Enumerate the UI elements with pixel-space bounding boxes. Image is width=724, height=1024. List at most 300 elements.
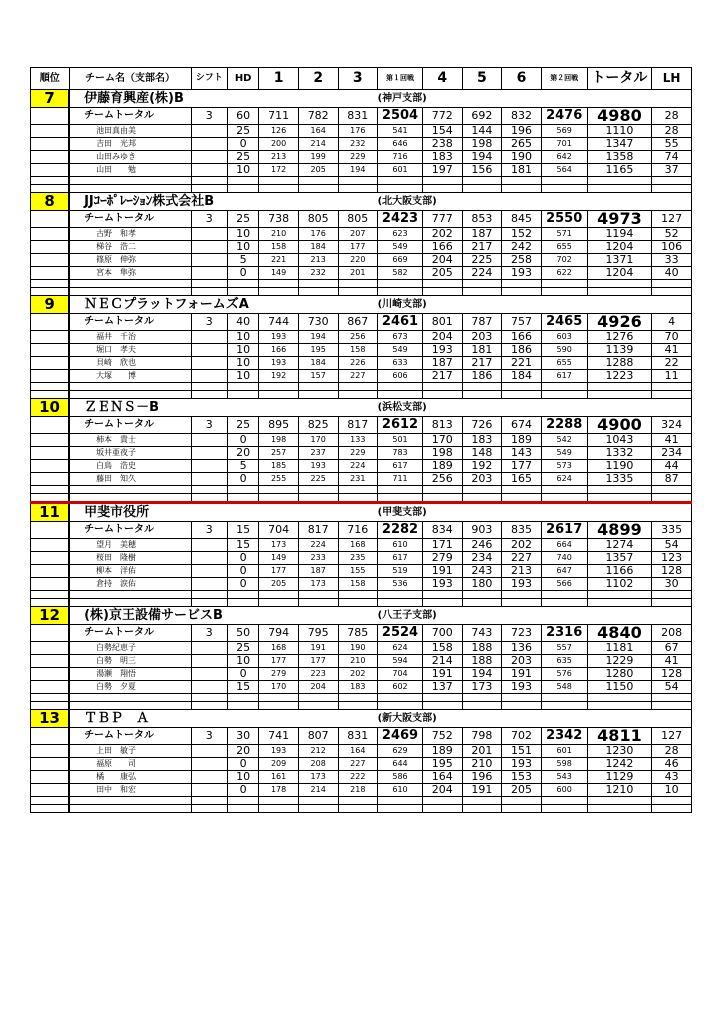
empty-cell — [587, 288, 652, 296]
empty-cell — [228, 694, 259, 702]
member-shift — [191, 642, 227, 655]
total-g6: 757 — [502, 314, 542, 331]
header-game6: 6 — [502, 68, 542, 90]
member-total: 1371 — [587, 254, 652, 267]
empty-cell — [422, 486, 462, 494]
member-hd: 10 — [228, 164, 259, 177]
member-total: 1242 — [587, 758, 652, 771]
member-hd: 10 — [228, 357, 259, 370]
total-lh: 335 — [652, 522, 692, 539]
empty-cell — [462, 288, 502, 296]
member-name: 吉田 光邦 — [69, 138, 191, 151]
empty-cell — [652, 591, 692, 599]
member-g2: 214 — [298, 784, 338, 797]
member-round2: 664 — [541, 539, 587, 552]
total-shift: 3 — [191, 108, 227, 125]
team-rank: 12 — [31, 607, 70, 625]
total-g5: 743 — [462, 625, 502, 642]
member-g4: 191 — [422, 565, 462, 578]
empty-cell — [541, 280, 587, 288]
total-g6: 702 — [502, 728, 542, 745]
member-round2: 622 — [541, 267, 587, 280]
team-name: ＴＢＰ Ａ — [69, 710, 378, 728]
empty-cell — [541, 383, 587, 391]
member-lh: 40 — [652, 267, 692, 280]
total-g4: 801 — [422, 314, 462, 331]
member-hd: 0 — [228, 578, 259, 591]
member-g3: 222 — [338, 771, 378, 784]
member-row — [31, 138, 692, 151]
member-lh: 106 — [652, 241, 692, 254]
empty-cell — [652, 280, 692, 288]
member-total: 1139 — [587, 344, 652, 357]
empty-cell — [587, 702, 652, 710]
empty-cell — [378, 591, 423, 599]
member-g6: 193 — [502, 758, 542, 771]
empty-cell — [652, 797, 692, 805]
rank-cell-empty — [31, 694, 70, 702]
empty-cell — [652, 494, 692, 503]
blank-row — [31, 177, 692, 185]
member-round2: 571 — [541, 228, 587, 241]
rank-cell-empty — [31, 565, 70, 578]
header-shift: シフト — [191, 68, 227, 90]
empty-cell — [462, 591, 502, 599]
total-g2: 817 — [298, 522, 338, 539]
empty-cell — [228, 391, 259, 399]
member-g3: 229 — [338, 447, 378, 460]
total-g3: 831 — [338, 108, 378, 125]
blank-row — [31, 591, 692, 599]
empty-cell — [652, 805, 692, 813]
member-name: 福井 千治 — [69, 331, 191, 344]
member-lh: 41 — [652, 344, 692, 357]
member-round1: 501 — [378, 434, 423, 447]
empty-cell — [69, 494, 191, 503]
rank-cell-empty — [31, 344, 70, 357]
empty-cell — [191, 702, 227, 710]
empty-cell — [191, 797, 227, 805]
empty-cell — [462, 494, 502, 503]
member-g2: 194 — [298, 331, 338, 344]
member-g6: 152 — [502, 228, 542, 241]
empty-cell — [298, 591, 338, 599]
member-g1: 149 — [259, 552, 299, 565]
total-g4: 777 — [422, 211, 462, 228]
header-game3: 3 — [338, 68, 378, 90]
member-row — [31, 228, 692, 241]
member-total: 1165 — [587, 164, 652, 177]
member-name: 堀口 孝夫 — [69, 344, 191, 357]
empty-cell — [69, 702, 191, 710]
member-name: 福原 司 — [69, 758, 191, 771]
member-lh: 67 — [652, 642, 692, 655]
rank-cell-empty — [31, 211, 70, 228]
member-g6: 202 — [502, 539, 542, 552]
rank-cell-empty — [31, 745, 70, 758]
member-name: 池田真由美 — [69, 125, 191, 138]
member-row — [31, 578, 692, 591]
total-g1: 744 — [259, 314, 299, 331]
member-hd: 0 — [228, 552, 259, 565]
member-round2: 543 — [541, 771, 587, 784]
member-g2: 157 — [298, 370, 338, 383]
total-g4: 834 — [422, 522, 462, 539]
member-g4: 191 — [422, 668, 462, 681]
member-g4: 171 — [422, 539, 462, 552]
member-name: 橘 康弘 — [69, 771, 191, 784]
member-g6: 213 — [502, 565, 542, 578]
member-g1: 221 — [259, 254, 299, 267]
member-row — [31, 370, 692, 383]
empty-cell — [462, 185, 502, 193]
member-row — [31, 241, 692, 254]
member-g1: 166 — [259, 344, 299, 357]
total-g2: 825 — [298, 417, 338, 434]
member-hd: 5 — [228, 460, 259, 473]
total-g6: 723 — [502, 625, 542, 642]
member-name: 白勢 明三 — [69, 655, 191, 668]
member-g5: 224 — [462, 267, 502, 280]
empty-cell — [502, 177, 542, 185]
member-g5: 181 — [462, 344, 502, 357]
member-shift — [191, 565, 227, 578]
member-shift — [191, 758, 227, 771]
empty-cell — [587, 177, 652, 185]
total-g6: 832 — [502, 108, 542, 125]
member-shift — [191, 655, 227, 668]
member-g5: 225 — [462, 254, 502, 267]
empty-cell — [378, 185, 423, 193]
total-shift: 3 — [191, 211, 227, 228]
member-lh: 22 — [652, 357, 692, 370]
member-g4: 183 — [422, 151, 462, 164]
total-lh: 208 — [652, 625, 692, 642]
empty-cell — [228, 280, 259, 288]
member-name: 山田みゆき — [69, 151, 191, 164]
member-g2: 224 — [298, 539, 338, 552]
empty-cell — [422, 391, 462, 399]
member-g2: 176 — [298, 228, 338, 241]
member-g1: 210 — [259, 228, 299, 241]
member-name: 倉持 涙佑 — [69, 578, 191, 591]
total-hd: 15 — [228, 522, 259, 539]
member-lh: 46 — [652, 758, 692, 771]
team-total-row — [31, 728, 692, 745]
team-total-label: チームトータル — [69, 314, 191, 331]
empty-cell — [298, 177, 338, 185]
total-g2: 730 — [298, 314, 338, 331]
rank-cell-empty — [31, 434, 70, 447]
empty-cell — [191, 494, 227, 503]
empty-cell — [422, 599, 462, 607]
empty-cell — [587, 280, 652, 288]
total-g3: 785 — [338, 625, 378, 642]
member-round1: 704 — [378, 668, 423, 681]
member-g6: 221 — [502, 357, 542, 370]
member-g5: 183 — [462, 434, 502, 447]
empty-cell — [191, 486, 227, 494]
member-g2: 212 — [298, 745, 338, 758]
member-g5: 186 — [462, 370, 502, 383]
empty-cell — [228, 805, 259, 813]
empty-cell — [541, 177, 587, 185]
member-row — [31, 447, 692, 460]
empty-cell — [652, 486, 692, 494]
empty-cell — [652, 185, 692, 193]
team-branch: (甲斐支部) — [378, 503, 692, 522]
member-shift — [191, 241, 227, 254]
member-g5: 217 — [462, 241, 502, 254]
member-round1: 610 — [378, 539, 423, 552]
empty-cell — [338, 805, 378, 813]
empty-cell — [422, 805, 462, 813]
member-hd: 20 — [228, 447, 259, 460]
total-g5: 798 — [462, 728, 502, 745]
member-g2: 193 — [298, 460, 338, 473]
empty-cell — [378, 805, 423, 813]
member-lh: 54 — [652, 681, 692, 694]
member-g6: 227 — [502, 552, 542, 565]
empty-cell — [191, 591, 227, 599]
rank-cell-empty — [31, 447, 70, 460]
member-g5: 198 — [462, 138, 502, 151]
member-g2: 173 — [298, 771, 338, 784]
member-round2: 702 — [541, 254, 587, 267]
member-row — [31, 151, 692, 164]
member-g4: 170 — [422, 434, 462, 447]
member-round2: 624 — [541, 473, 587, 486]
member-name: 山田 勉 — [69, 164, 191, 177]
member-round2: 566 — [541, 578, 587, 591]
member-g4: 214 — [422, 655, 462, 668]
member-round2: 542 — [541, 434, 587, 447]
rank-cell-empty — [31, 655, 70, 668]
empty-cell — [69, 599, 191, 607]
member-g5: 201 — [462, 745, 502, 758]
header-round2: 第２回戦 — [541, 68, 587, 90]
member-g5: 217 — [462, 357, 502, 370]
total-total: 4980 — [587, 108, 652, 125]
rank-cell-empty — [31, 241, 70, 254]
member-hd: 0 — [228, 434, 259, 447]
member-name: 篠原 伸弥 — [69, 254, 191, 267]
empty-cell — [462, 280, 502, 288]
total-shift: 3 — [191, 522, 227, 539]
member-hd: 0 — [228, 267, 259, 280]
rank-cell-empty — [31, 417, 70, 434]
member-round2: 548 — [541, 681, 587, 694]
member-g5: 156 — [462, 164, 502, 177]
empty-cell — [259, 177, 299, 185]
empty-cell — [462, 797, 502, 805]
member-g4: 154 — [422, 125, 462, 138]
empty-cell — [338, 383, 378, 391]
member-total: 1332 — [587, 447, 652, 460]
member-g1: 209 — [259, 758, 299, 771]
member-lh: 128 — [652, 565, 692, 578]
empty-cell — [502, 805, 542, 813]
empty-cell — [587, 486, 652, 494]
blank-row — [31, 288, 692, 296]
member-g2: 187 — [298, 565, 338, 578]
team-header-row — [31, 607, 692, 625]
member-shift — [191, 151, 227, 164]
blank-row — [31, 486, 692, 494]
total-hd: 40 — [228, 314, 259, 331]
member-total: 1280 — [587, 668, 652, 681]
member-total: 1043 — [587, 434, 652, 447]
empty-cell — [69, 177, 191, 185]
member-name: 湯瀬 翔悟 — [69, 668, 191, 681]
member-g1: 198 — [259, 434, 299, 447]
empty-cell — [422, 694, 462, 702]
member-lh: 87 — [652, 473, 692, 486]
empty-cell — [259, 702, 299, 710]
total-lh: 127 — [652, 728, 692, 745]
header-row — [31, 68, 692, 90]
blank-row — [31, 599, 692, 607]
total-shift: 3 — [191, 625, 227, 642]
member-g1: 279 — [259, 668, 299, 681]
member-g3: 164 — [338, 745, 378, 758]
rank-cell-empty — [31, 599, 70, 607]
member-round2: 564 — [541, 164, 587, 177]
member-g3: 256 — [338, 331, 378, 344]
member-row — [31, 642, 692, 655]
empty-cell — [422, 177, 462, 185]
empty-cell — [338, 288, 378, 296]
member-g5: 148 — [462, 447, 502, 460]
empty-cell — [69, 185, 191, 193]
member-g3: 235 — [338, 552, 378, 565]
member-row — [31, 164, 692, 177]
rank-cell-empty — [31, 228, 70, 241]
member-g1: 173 — [259, 539, 299, 552]
member-hd: 15 — [228, 539, 259, 552]
member-row — [31, 434, 692, 447]
member-hd: 20 — [228, 745, 259, 758]
empty-cell — [422, 591, 462, 599]
empty-cell — [587, 599, 652, 607]
total-g1: 794 — [259, 625, 299, 642]
total-g5: 903 — [462, 522, 502, 539]
team-header-row — [31, 193, 692, 211]
member-g4: 195 — [422, 758, 462, 771]
member-g5: 203 — [462, 473, 502, 486]
member-g4: 198 — [422, 447, 462, 460]
team-name: JJｺｰﾎﾟﾚｰｼｮﾝ株式会社B — [69, 193, 378, 211]
member-round1: 541 — [378, 125, 423, 138]
member-g2: 170 — [298, 434, 338, 447]
rank-cell-empty — [31, 578, 70, 591]
member-hd: 0 — [228, 565, 259, 578]
team-branch: (北大阪支部) — [378, 193, 692, 211]
member-round1: 716 — [378, 151, 423, 164]
total-g6: 835 — [502, 522, 542, 539]
member-g4: 204 — [422, 254, 462, 267]
member-g3: 231 — [338, 473, 378, 486]
empty-cell — [228, 599, 259, 607]
empty-cell — [378, 280, 423, 288]
total-total: 4811 — [587, 728, 652, 745]
empty-cell — [502, 494, 542, 503]
empty-cell — [462, 702, 502, 710]
total-g5: 692 — [462, 108, 502, 125]
member-g4: 256 — [422, 473, 462, 486]
total-lh: 28 — [652, 108, 692, 125]
blank-row — [31, 694, 692, 702]
empty-cell — [69, 591, 191, 599]
empty-cell — [462, 391, 502, 399]
member-shift — [191, 434, 227, 447]
blank-row — [31, 185, 692, 193]
team-name: ＮＥＣプラットフォームズA — [69, 296, 378, 314]
member-round2: 601 — [541, 745, 587, 758]
rank-cell-empty — [31, 370, 70, 383]
member-hd: 0 — [228, 473, 259, 486]
member-total: 1229 — [587, 655, 652, 668]
empty-cell — [587, 591, 652, 599]
team-total-row — [31, 522, 692, 539]
member-g1: 177 — [259, 565, 299, 578]
member-g6: 153 — [502, 771, 542, 784]
empty-cell — [259, 494, 299, 503]
total-g1: 895 — [259, 417, 299, 434]
team-branch: (浜松支部) — [378, 399, 692, 417]
empty-cell — [69, 694, 191, 702]
total-shift: 3 — [191, 417, 227, 434]
member-total: 1230 — [587, 745, 652, 758]
empty-cell — [191, 694, 227, 702]
header-total: トータル — [587, 68, 652, 90]
member-round2: 598 — [541, 758, 587, 771]
member-lh: 43 — [652, 771, 692, 784]
member-round1: 536 — [378, 578, 423, 591]
member-round2: 655 — [541, 241, 587, 254]
member-round2: 642 — [541, 151, 587, 164]
member-g3: 201 — [338, 267, 378, 280]
member-shift — [191, 681, 227, 694]
team-branch: (新大阪支部) — [378, 710, 692, 728]
member-g2: 214 — [298, 138, 338, 151]
total-g5: 726 — [462, 417, 502, 434]
rank-cell-empty — [31, 728, 70, 745]
total-g5: 787 — [462, 314, 502, 331]
member-g2: 208 — [298, 758, 338, 771]
empty-cell — [298, 797, 338, 805]
empty-cell — [298, 391, 338, 399]
member-round1: 549 — [378, 241, 423, 254]
empty-cell — [502, 599, 542, 607]
member-row — [31, 357, 692, 370]
empty-cell — [502, 185, 542, 193]
total-g3: 716 — [338, 522, 378, 539]
team-rank: 8 — [31, 193, 70, 211]
empty-cell — [652, 391, 692, 399]
member-g4: 204 — [422, 331, 462, 344]
total-lh: 4 — [652, 314, 692, 331]
member-g6: 184 — [502, 370, 542, 383]
empty-cell — [298, 486, 338, 494]
team-total-row — [31, 417, 692, 434]
rank-cell-empty — [31, 668, 70, 681]
member-g3: 229 — [338, 151, 378, 164]
total-round2: 2288 — [541, 417, 587, 434]
member-row — [31, 125, 692, 138]
rank-cell-empty — [31, 280, 70, 288]
total-g1: 704 — [259, 522, 299, 539]
